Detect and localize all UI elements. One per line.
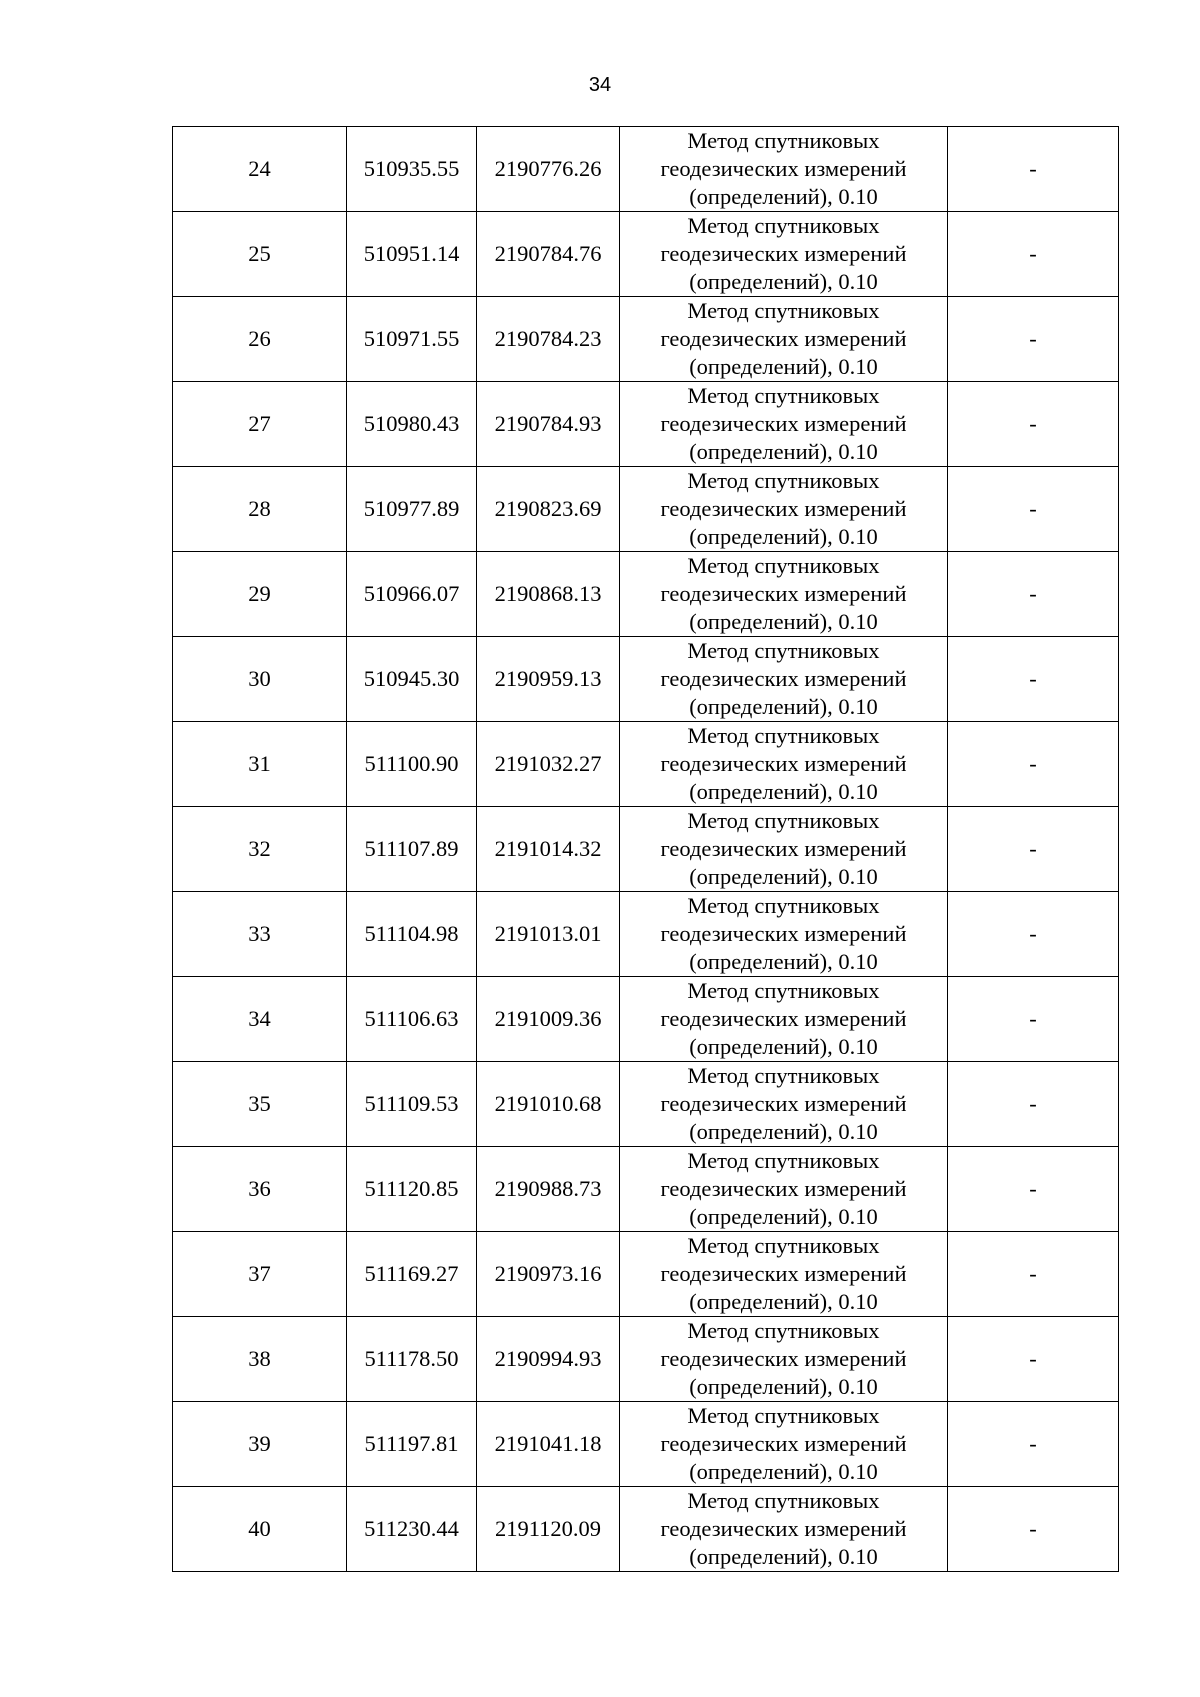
table-row [173,1317,1119,1402]
extra-cell: - [948,1232,1119,1317]
method-line: Метод спутниковых [687,298,880,323]
x-coordinate-cell: 510966.07 [347,552,477,637]
method-line: (определений), 0.10 [689,1374,878,1399]
table-row [173,1402,1119,1487]
method-cell [620,467,948,552]
method-cell [620,1232,948,1317]
table-row [173,1232,1119,1317]
y-coordinate-cell: 2191120.09 [477,1487,620,1572]
method-line: геодезических измерений [660,581,907,606]
method-line: Метод спутниковых [687,213,880,238]
method-line: (определений), 0.10 [689,184,878,209]
method-line: геодезических измерений [660,921,907,946]
method-line: геодезических измерений [660,1091,907,1116]
x-coordinate-cell: 510951.14 [347,212,477,297]
method-line: Метод спутниковых [687,468,880,493]
method-line: Метод спутниковых [687,638,880,663]
y-coordinate-cell: 2191032.27 [477,722,620,807]
extra-cell: - [948,977,1119,1062]
point-number-cell: 40 [173,1487,347,1572]
method-line: Метод спутниковых [687,978,880,1003]
point-number-cell: 35 [173,1062,347,1147]
x-coordinate-cell: 511178.50 [347,1317,477,1402]
x-coordinate-cell: 511107.89 [347,807,477,892]
method-cell [620,637,948,722]
extra-cell: - [948,212,1119,297]
method-line: геодезических измерений [660,1006,907,1031]
table-row [173,467,1119,552]
table-row [173,1062,1119,1147]
y-coordinate-cell: 2190784.76 [477,212,620,297]
point-number-cell: 27 [173,382,347,467]
table-row [173,1487,1119,1572]
method-line: Метод спутниковых [687,1318,880,1343]
point-number-cell: 34 [173,977,347,1062]
coordinates-table [172,126,1119,1572]
y-coordinate-cell: 2191041.18 [477,1402,620,1487]
point-number-cell: 29 [173,552,347,637]
method-cell [620,722,948,807]
point-number-cell: 39 [173,1402,347,1487]
method-line: Метод спутниковых [687,383,880,408]
method-line: (определений), 0.10 [689,779,878,804]
x-coordinate-cell: 510980.43 [347,382,477,467]
method-cell [620,212,948,297]
extra-cell: - [948,382,1119,467]
method-line: Метод спутниковых [687,553,880,578]
x-coordinate-cell: 511109.53 [347,1062,477,1147]
x-coordinate-cell: 511197.81 [347,1402,477,1487]
x-coordinate-cell: 511120.85 [347,1147,477,1232]
extra-cell: - [948,1147,1119,1232]
table-row [173,297,1119,382]
method-line: геодезических измерений [660,1516,907,1541]
table-row [173,127,1119,212]
method-line: Метод спутниковых [687,723,880,748]
point-number-cell: 33 [173,892,347,977]
method-line: Метод спутниковых [687,1403,880,1428]
x-coordinate-cell: 510935.55 [347,127,477,212]
method-line: (определений), 0.10 [689,1119,878,1144]
method-cell [620,977,948,1062]
coordinates-table-body [173,127,1119,1572]
point-number-cell: 25 [173,212,347,297]
table-row [173,552,1119,637]
page-number: 34 [588,74,612,96]
table-row [173,722,1119,807]
method-cell [620,1317,948,1402]
x-coordinate-cell: 511169.27 [347,1232,477,1317]
method-line: (определений), 0.10 [689,1289,878,1314]
point-number-cell: 36 [173,1147,347,1232]
method-line: (определений), 0.10 [689,439,878,464]
table-row [173,1147,1119,1232]
method-cell [620,807,948,892]
extra-cell: - [948,127,1119,212]
y-coordinate-cell: 2190994.93 [477,1317,620,1402]
method-line: Метод спутниковых [687,808,880,833]
method-line: (определений), 0.10 [689,1034,878,1059]
method-line: геодезических измерений [660,1176,907,1201]
extra-cell: - [948,467,1119,552]
point-number-cell: 37 [173,1232,347,1317]
method-line: Метод спутниковых [687,128,880,153]
method-line: (определений), 0.10 [689,609,878,634]
point-number-cell: 30 [173,637,347,722]
method-line: геодезических измерений [660,496,907,521]
y-coordinate-cell: 2190973.16 [477,1232,620,1317]
x-coordinate-cell: 510971.55 [347,297,477,382]
table-row [173,212,1119,297]
method-cell [620,127,948,212]
method-cell [620,1147,948,1232]
point-number-cell: 32 [173,807,347,892]
x-coordinate-cell: 510977.89 [347,467,477,552]
method-cell [620,1402,948,1487]
extra-cell: - [948,1487,1119,1572]
point-number-cell: 31 [173,722,347,807]
extra-cell: - [948,722,1119,807]
method-line: геодезических измерений [660,411,907,436]
y-coordinate-cell: 2190988.73 [477,1147,620,1232]
x-coordinate-cell: 511230.44 [347,1487,477,1572]
x-coordinate-cell: 511100.90 [347,722,477,807]
table-row [173,807,1119,892]
x-coordinate-cell: 511104.98 [347,892,477,977]
table-row [173,977,1119,1062]
method-cell [620,1062,948,1147]
y-coordinate-cell: 2191010.68 [477,1062,620,1147]
method-line: геодезических измерений [660,156,907,181]
extra-cell: - [948,637,1119,722]
y-coordinate-cell: 2190823.69 [477,467,620,552]
y-coordinate-cell: 2190868.13 [477,552,620,637]
method-line: геодезических измерений [660,836,907,861]
method-cell [620,892,948,977]
y-coordinate-cell: 2190959.13 [477,637,620,722]
method-line: Метод спутниковых [687,1063,880,1088]
point-number-cell: 26 [173,297,347,382]
method-line: (определений), 0.10 [689,1544,878,1569]
method-line: (определений), 0.10 [689,949,878,974]
extra-cell: - [948,552,1119,637]
method-line: Метод спутниковых [687,1148,880,1173]
y-coordinate-cell: 2191013.01 [477,892,620,977]
point-number-cell: 38 [173,1317,347,1402]
point-number-cell: 24 [173,127,347,212]
method-line: (определений), 0.10 [689,269,878,294]
method-line: геодезических измерений [660,666,907,691]
method-line: геодезических измерений [660,1346,907,1371]
method-line: Метод спутниковых [687,893,880,918]
method-line: геодезических измерений [660,1431,907,1456]
method-line: (определений), 0.10 [689,864,878,889]
table-row [173,637,1119,722]
method-cell [620,552,948,637]
method-line: геодезических измерений [660,241,907,266]
method-line: геодезических измерений [660,326,907,351]
x-coordinate-cell: 511106.63 [347,977,477,1062]
y-coordinate-cell: 2191009.36 [477,977,620,1062]
method-line: (определений), 0.10 [689,354,878,379]
method-line: Метод спутниковых [687,1488,880,1513]
method-line: (определений), 0.10 [689,1204,878,1229]
extra-cell: - [948,1062,1119,1147]
y-coordinate-cell: 2190784.23 [477,297,620,382]
y-coordinate-cell: 2191014.32 [477,807,620,892]
extra-cell: - [948,807,1119,892]
extra-cell: - [948,892,1119,977]
y-coordinate-cell: 2190784.93 [477,382,620,467]
extra-cell: - [948,1317,1119,1402]
table-row [173,892,1119,977]
method-cell [620,297,948,382]
extra-cell: - [948,1402,1119,1487]
x-coordinate-cell: 510945.30 [347,637,477,722]
method-cell [620,382,948,467]
table-row [173,382,1119,467]
method-line: геодезических измерений [660,1261,907,1286]
method-line: геодезических измерений [660,751,907,776]
extra-cell: - [948,297,1119,382]
method-line: (определений), 0.10 [689,524,878,549]
method-line: (определений), 0.10 [689,694,878,719]
point-number-cell: 28 [173,467,347,552]
method-line: Метод спутниковых [687,1233,880,1258]
method-line: (определений), 0.10 [689,1459,878,1484]
method-cell [620,1487,948,1572]
y-coordinate-cell: 2190776.26 [477,127,620,212]
